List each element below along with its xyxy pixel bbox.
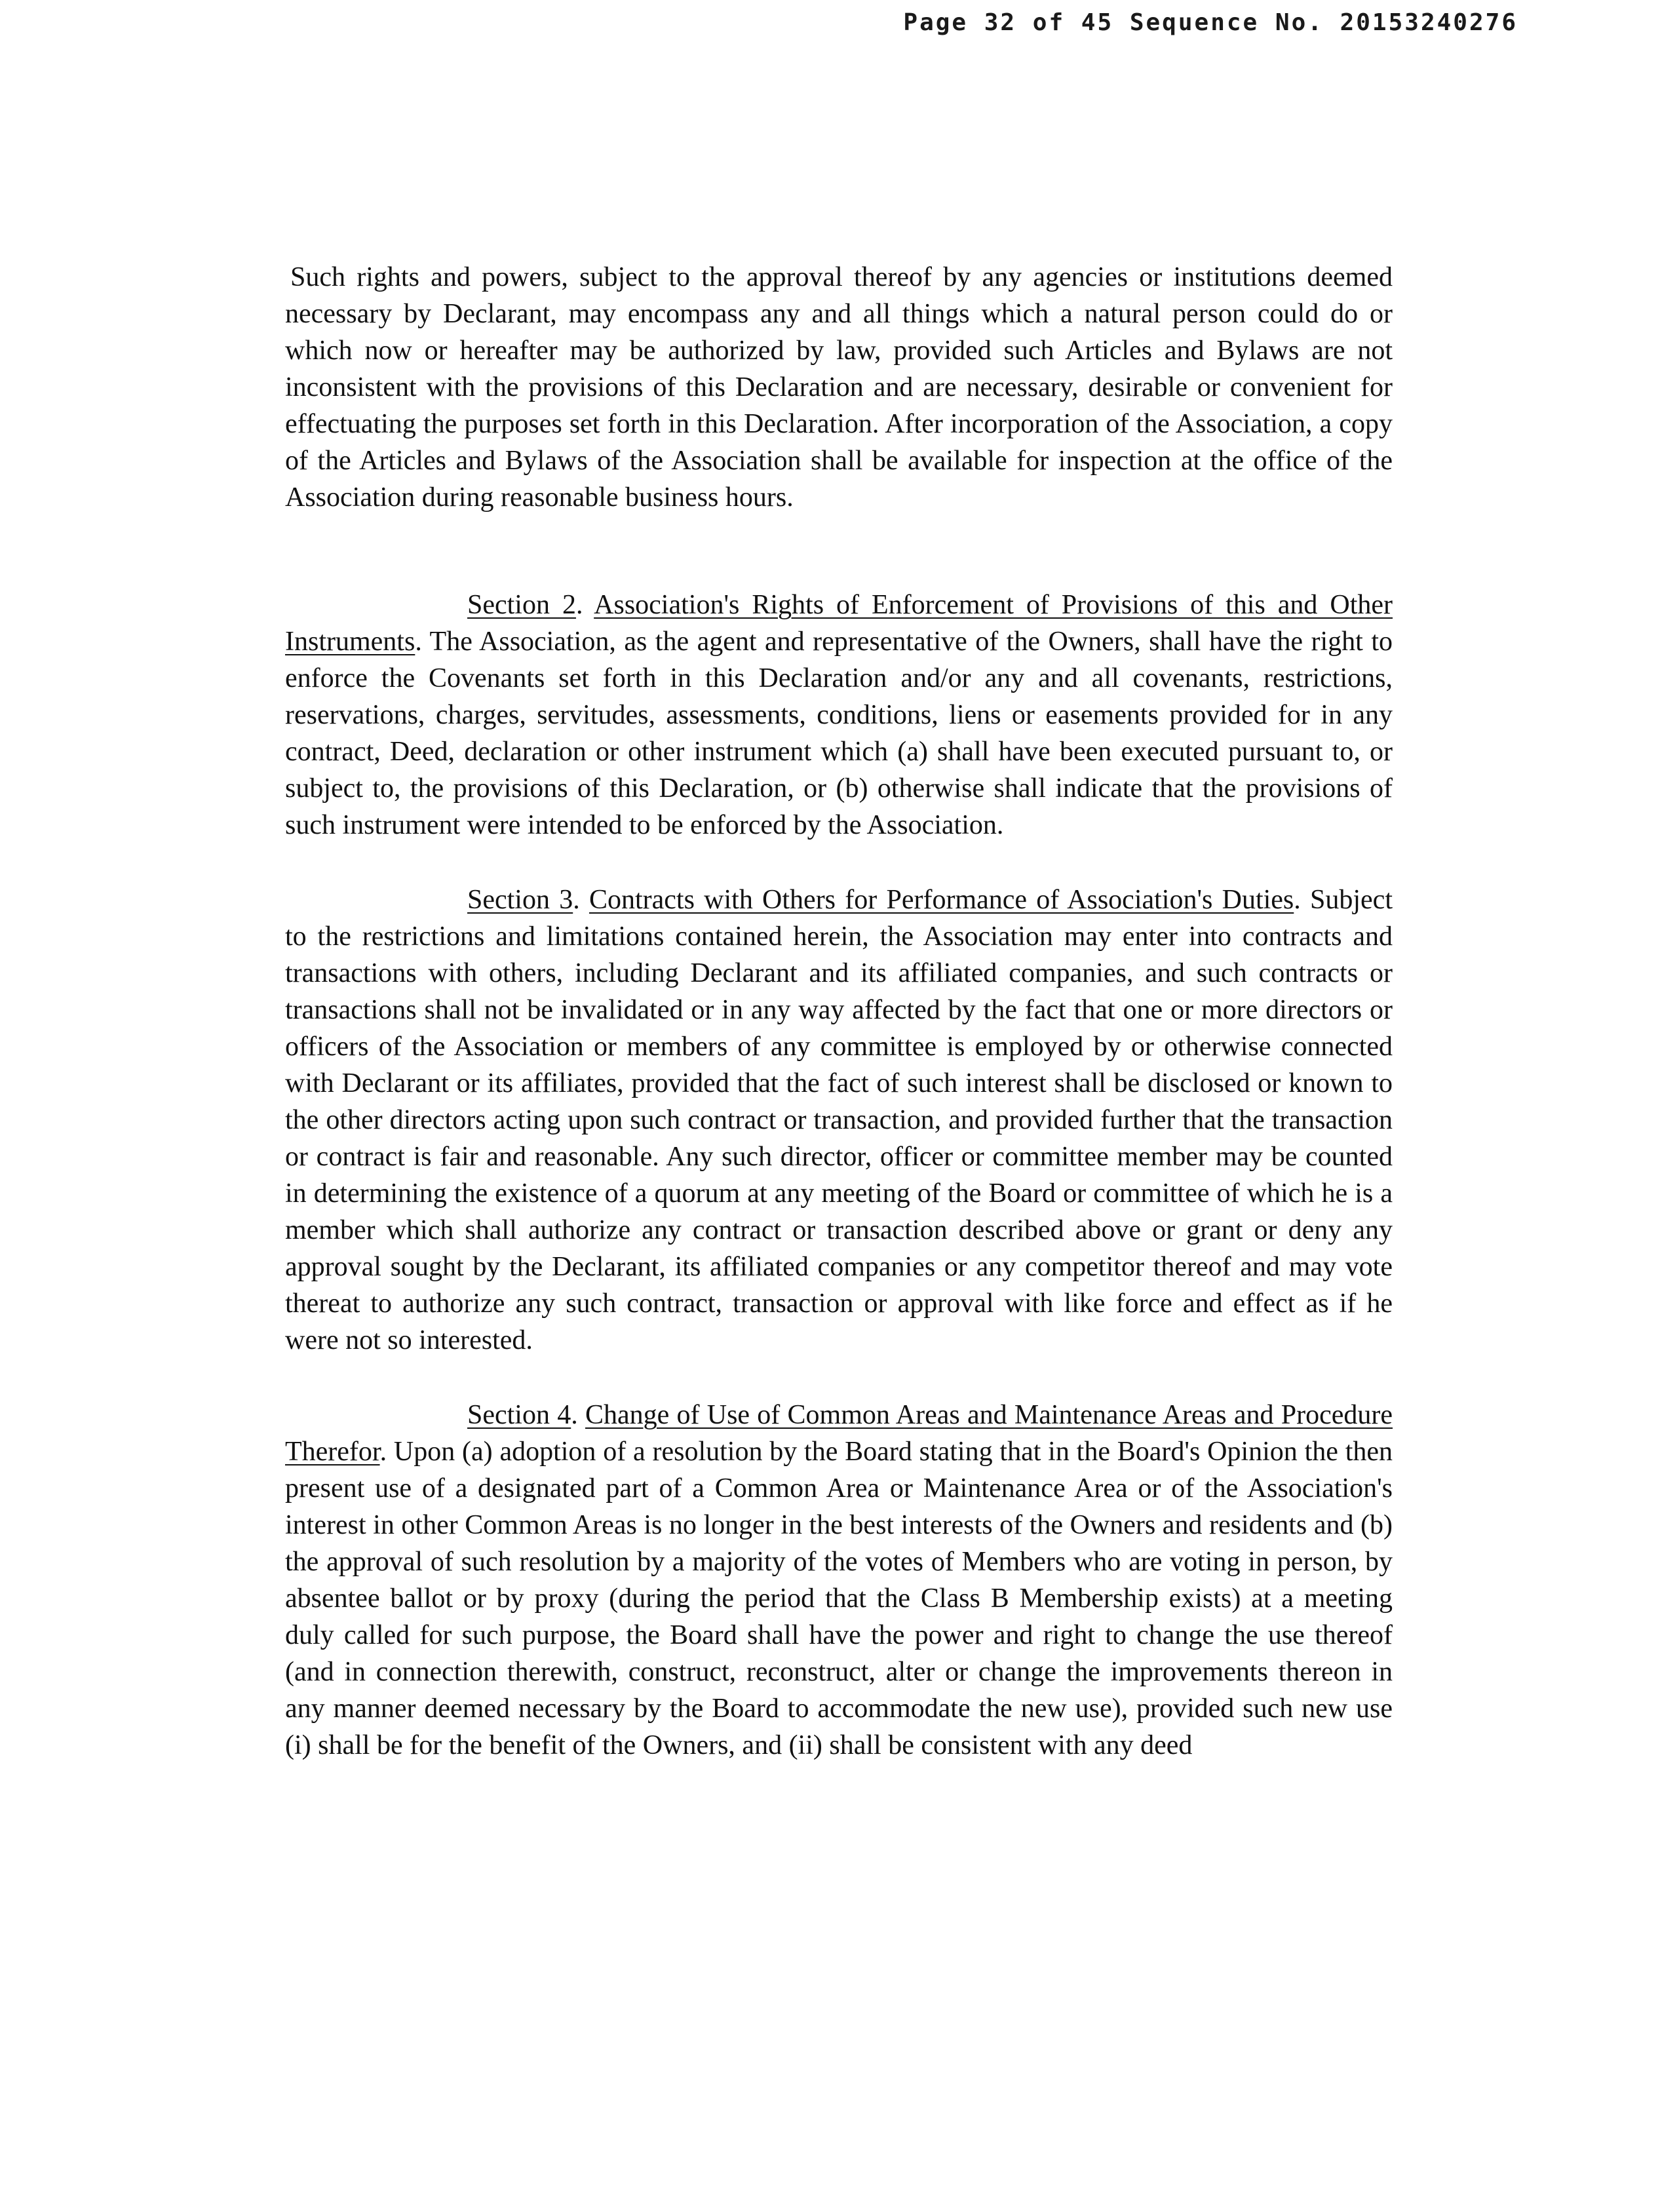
section-4-label: Section 4: [467, 1400, 571, 1430]
section-4-title: Change of Use of Common Areas and Maintenance Areas and Procedure Therefor: [285, 1400, 1393, 1467]
spacer: [285, 516, 1393, 587]
section-3-body: Subject to the restrictions and limitations contained herein, the Association may enter into contracts and transactions with others, including Declarant and its affiliated companies, and such contracts or transactions shall not be invalidated or in any way affected by the fact that one or more directors or officers of the Association or members of any committee is employed by or otherwise connected with Declarant or its affiliates, provided that the fact of such interest shall be disclosed or known to the other directors acting upon such contract or transaction, and provided further that the transaction or contract is fair and reasonable. Any such director, officer or committee member may be counted in determining the existence of a quorum at any meeting of the Board or committee of which he is a member which shall authorize any contract or transaction described above or grant or deny any approval sought by the Declarant, its affiliated companies or any competitor thereof and may vote thereat to authorize any such contract, transaction or approval with like force and effect as if he were not so interested.: [285, 885, 1393, 1355]
section-2-label: Section 2: [467, 590, 576, 620]
section-3-title: Contracts with Others for Performance of Association's Duties: [589, 885, 1294, 915]
spacer: [285, 844, 1393, 882]
section-3-label: Section 3: [467, 885, 573, 915]
page-header-info: Page 32 of 45 Sequence No. 20153240276: [903, 9, 1518, 36]
spacer: [285, 1359, 1393, 1397]
section-4-paragraph: Section 4. Change of Use of Common Areas and Maintenance Areas and Procedure Therefor. Upon (a) adoption of a resolution by the Board stating that in the Board's Opinion the then present use of a designated part of a Common Area or Maintenance Area or of the Association's interest in other Common Areas is no longer in the best interests of the Owners and residents and (b) the approval of such resolution by a majority of the votes of Members who are voting in person, by absentee ballot or by proxy (during the period that the Class B Membership exists) at a meeting duly called for such purpose, the Board shall have the power and right to change the use thereof (and in connection therewith, construct, reconstruct, alter or change the improvements thereon in any manner deemed necessary by the Board to accommodate the new use), provided such new use (i) shall be for the benefit of the Owners, and (ii) shall be consistent with any deed: [285, 1400, 1393, 1760]
section-2-title: Association's Rights of Enforcement of Provisions of this and Other Instruments: [285, 590, 1393, 657]
intro-paragraph: Such rights and powers, subject to the approval thereof by any agencies or institutions deemed necessary by Declarant, may encompass any and all things which a natural person could do or which now or hereafter may be authorized by law, provided such Articles and Bylaws are not inconsistent with the provisions of this Declaration and are necessary, desirable or convenient for effectuating the purposes set forth in this Declaration. After incorporation of the Association, a copy of the Articles and Bylaws of the Association shall be available for inspection at the office of the Association during reasonable business hours.: [285, 262, 1393, 513]
document-body: [285, 259, 1393, 1764]
section-2-body: The Association, as the agent and representative of the Owners, shall have the right to enforce the Covenants set forth in this Declaration and/or any and all covenants, restrictions, reservations, charges, servitudes, assessments, conditions, liens or easements provided for in any contract, Deed, declaration or other instrument which (a) shall have been executed pursuant to, or subject to, the provisions of this Declaration, or (b) otherwise shall indicate that the provisions of such instrument were intended to be enforced by the Association.: [285, 627, 1393, 840]
section-4-body: Upon (a) adoption of a resolution by the Board stating that in the Board's Opinion the then present use of a designated part of a Common Area or Maintenance Area or of the Association's interest in other Common Areas is no longer in the best interests of the Owners and residents and (b) the approval of such resolution by a majority of the votes of Members who are voting in person, by absentee ballot or by proxy (during the period that the Class B Membership exists) at a meeting duly called for such purpose, the Board shall have the power and right to change the use thereof (and in connection therewith, construct, reconstruct, alter or change the improvements thereon in any manner deemed necessary by the Board to accommodate the new use), provided such new use (i) shall be for the benefit of the Owners, and (ii) shall be consistent with any deed: [285, 1437, 1393, 1760]
section-2-paragraph: Section 2. Association's Rights of Enforcement of Provisions of this and Other Instruments. The Association, as the agent and representative of the Owners, shall have the right to enforce the Covenants set forth in this Declaration and/or any and all covenants, restrictions, reservations, charges, servitudes, assessments, conditions, liens or easements provided for in any contract, Deed, declaration or other instrument which (a) shall have been executed pursuant to, or subject to, the provisions of this Declaration, or (b) otherwise shall indicate that the provisions of such instrument were intended to be enforced by the Association.: [285, 590, 1393, 840]
section-3-paragraph: Section 3. Contracts with Others for Performance of Association's Duties. Subject to the restrictions and limitations contained herein, the Association may enter into contracts and transactions with others, including Declarant and its affiliated companies, and such contracts or transactions shall not be invalidated or in any way affected by the fact that one or more directors or officers of the Association or members of any committee is employed by or otherwise connected with Declarant or its affiliates, provided that the fact of such interest shall be disclosed or known to the other directors acting upon such contract or transaction, and provided further that the transaction or contract is fair and reasonable. Any such director, officer or committee member may be counted in determining the existence of a quorum at any meeting of the Board or committee of which he is a member which shall authorize any contract or transaction described above or grant or deny any approval sought by the Declarant, its affiliated companies or any competitor thereof and may vote thereat to authorize any such contract, transaction or approval with like force and effect as if he were not so interested.: [285, 885, 1393, 1355]
